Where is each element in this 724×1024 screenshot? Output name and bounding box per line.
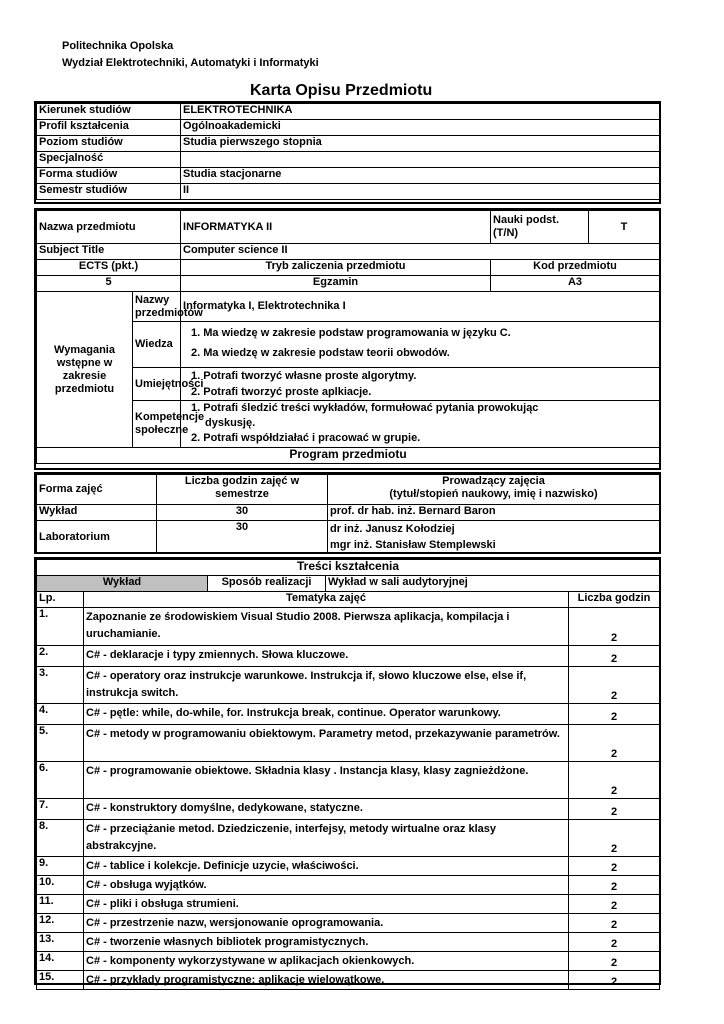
content-title: Treści kształcenia bbox=[37, 560, 660, 576]
study-value bbox=[181, 152, 660, 168]
program-title: Program przedmiotu bbox=[37, 448, 660, 464]
topic-hours: 2 bbox=[569, 857, 660, 876]
topic-lp: 13. bbox=[37, 933, 84, 952]
topic-lp: 15. bbox=[37, 971, 84, 990]
topic-hours: 2 bbox=[569, 914, 660, 933]
knowledge-item: 2. Ma wiedzę w zakresie podstaw teorii obwodów. bbox=[191, 347, 450, 359]
topic-lp: 8. bbox=[37, 820, 84, 857]
topic-hours: 2 bbox=[569, 971, 660, 990]
subject-table bbox=[36, 210, 660, 464]
topic-lp: 4. bbox=[37, 704, 84, 725]
study-label: Forma studiów bbox=[37, 168, 181, 184]
form-cell: Laboratorium bbox=[37, 521, 157, 554]
faculty-name: Wydział Elektrotechniki, Automatyki i Informatyki bbox=[62, 57, 319, 69]
topic-row bbox=[37, 820, 660, 857]
topic-row bbox=[37, 646, 660, 667]
basic-science-label: Nauki podst. (T/N) bbox=[491, 211, 589, 244]
hours-header: Liczba godzin zajęć w semestrze bbox=[157, 475, 328, 505]
teachers-header bbox=[328, 475, 660, 505]
topic-hours: 2 bbox=[569, 646, 660, 667]
topic-row bbox=[37, 608, 660, 646]
courses-value: Informatyka I, Elektrotechnika I bbox=[181, 292, 660, 322]
topic-lp: 9. bbox=[37, 857, 84, 876]
competence-item: 1. Potrafi śledzić treści wykładów, formułować pytania prowokując bbox=[191, 402, 539, 414]
topic-lp: 6. bbox=[37, 762, 84, 799]
ects-value: 5 bbox=[37, 276, 181, 292]
study-value: II bbox=[181, 184, 660, 200]
method-label: Sposób realizacji bbox=[208, 576, 326, 592]
study-row bbox=[37, 184, 660, 200]
competence-item: 2. Potrafi współdziałać i pracować w grupie. bbox=[191, 432, 421, 444]
topic-lp: 3. bbox=[37, 667, 84, 704]
content-table bbox=[36, 559, 660, 990]
subject-title-value: Computer science II bbox=[181, 244, 660, 260]
topic-text: C# - obsługa wyjątków. bbox=[84, 876, 569, 895]
topic-hours: 2 bbox=[569, 725, 660, 762]
skills-list bbox=[181, 368, 660, 401]
topic-hours: 2 bbox=[569, 762, 660, 799]
topic-row bbox=[37, 799, 660, 820]
teacher-cell: prof. dr hab. inż. Bernard Baron bbox=[328, 505, 660, 521]
hours-cell: 30 bbox=[157, 505, 328, 521]
mode-value: Egzamin bbox=[181, 276, 491, 292]
topic-text: Zapoznanie ze środowiskiem Visual Studio 2008. Pierwsza aplikacja, kompilacja i uruchamianie. bbox=[84, 608, 569, 646]
topic-text: C# - konstruktory domyślne, dedykowane, statyczne. bbox=[84, 799, 569, 820]
topic-row bbox=[37, 933, 660, 952]
basic-science-value: T bbox=[589, 211, 660, 244]
topic-lp: 10. bbox=[37, 876, 84, 895]
topic-lp: 1. bbox=[37, 608, 84, 646]
form-header: Forma zajęć bbox=[37, 475, 157, 505]
lp-header: Lp. bbox=[37, 592, 84, 608]
method-value: Wykład w sali audytoryjnej bbox=[326, 576, 660, 592]
study-row bbox=[37, 136, 660, 152]
topic-hours: 2 bbox=[569, 608, 660, 646]
teacher-cell bbox=[328, 521, 660, 554]
subject-name-label: Nazwa przedmiotu bbox=[37, 211, 181, 244]
topic-text: C# - przestrzenie nazw, wersjonowanie oprogramowania. bbox=[84, 914, 569, 933]
topic-text: C# - deklaracje i typy zmiennych. Słowa kluczowe. bbox=[84, 646, 569, 667]
page-title: Karta Opisu Przedmiotu bbox=[250, 82, 433, 99]
study-value: Studia stacjonarne bbox=[181, 168, 660, 184]
topic-text: C# - pliki i obsługa strumieni. bbox=[84, 895, 569, 914]
study-label: Kierunek studiów bbox=[37, 104, 181, 120]
topic-text: C# - pętle: while, do-while, for. Instrukcja break, continue. Operator warunkowy. bbox=[84, 704, 569, 725]
topic-text: C# - komponenty wykorzystywane w aplikacjach okienkowych. bbox=[84, 952, 569, 971]
study-label: Specjalność bbox=[37, 152, 181, 168]
content-type: Wykład bbox=[37, 576, 208, 592]
topic-text: C# - operatory oraz instrukcje warunkowe. Instrukcja if, słowo kluczowe else, else if, instrukcja switch. bbox=[84, 667, 569, 704]
topic-row bbox=[37, 704, 660, 725]
university-name: Politechnika Opolska bbox=[62, 40, 174, 52]
study-label: Poziom studiów bbox=[37, 136, 181, 152]
competence-item: dyskusję. bbox=[205, 417, 256, 429]
study-row bbox=[37, 168, 660, 184]
code-label: Kod przedmiotu bbox=[491, 260, 660, 276]
topic-hours: 2 bbox=[569, 704, 660, 725]
teachers-header-sub: (tytuł/stopień naukowy, imię i nazwisko) bbox=[389, 488, 598, 500]
topic-hours: 2 bbox=[569, 667, 660, 704]
competence-list bbox=[181, 401, 660, 448]
topic-lp: 2. bbox=[37, 646, 84, 667]
topic-text: C# - programowanie obiektowe. Składnia klasy . Instancja klasy, klasy zagnieżdżone. bbox=[84, 762, 569, 799]
topic-text: C# - tablice i kolekcje. Definicje uzycie, właściwości. bbox=[84, 857, 569, 876]
ects-label: ECTS (pkt.) bbox=[37, 260, 181, 276]
teachers-header-title: Prowadzący zajęcia bbox=[442, 475, 545, 487]
topic-row bbox=[37, 876, 660, 895]
requirements-label: Wymagania wstępne w zakresie przedmiotu bbox=[37, 292, 133, 448]
hours-col-header: Liczba godzin bbox=[569, 592, 660, 608]
skills-label: Umiejętności bbox=[133, 368, 181, 401]
program-table bbox=[36, 474, 660, 554]
form-cell: Wykład bbox=[37, 505, 157, 521]
topic-hours: 2 bbox=[569, 933, 660, 952]
topic-row bbox=[37, 762, 660, 799]
topic-row bbox=[37, 971, 660, 990]
topic-row bbox=[37, 914, 660, 933]
study-info-table bbox=[36, 103, 660, 200]
competence-label: Kompetencje społeczne bbox=[133, 401, 181, 448]
topic-lp: 11. bbox=[37, 895, 84, 914]
topic-hours: 2 bbox=[569, 876, 660, 895]
knowledge-label: Wiedza bbox=[133, 322, 181, 368]
topic-row bbox=[37, 857, 660, 876]
topic-lp: 5. bbox=[37, 725, 84, 762]
study-value: Ogólnoakademicki bbox=[181, 120, 660, 136]
topic-row bbox=[37, 895, 660, 914]
topic-lp: 12. bbox=[37, 914, 84, 933]
hours-cell: 30 bbox=[157, 521, 328, 554]
subject-title-label: Subject Title bbox=[37, 244, 181, 260]
topic-text: C# - tworzenie własnych bibliotek programistycznych. bbox=[84, 933, 569, 952]
study-row bbox=[37, 104, 660, 120]
code-value: A3 bbox=[491, 276, 660, 292]
mode-label: Tryb zaliczenia przedmiotu bbox=[181, 260, 491, 276]
study-label: Profil kształcenia bbox=[37, 120, 181, 136]
skills-item: 2. Potrafi tworzyć proste aplkiacje. bbox=[191, 386, 372, 398]
topic-row bbox=[37, 725, 660, 762]
study-value: ELEKTROTECHNIKA bbox=[181, 104, 660, 120]
teacher-name: dr inż. Janusz Kołodziej bbox=[330, 523, 455, 535]
study-label: Semestr studiów bbox=[37, 184, 181, 200]
topic-header: Tematyka zajęć bbox=[84, 592, 569, 608]
study-row bbox=[37, 120, 660, 136]
topic-hours: 2 bbox=[569, 952, 660, 971]
topic-row bbox=[37, 952, 660, 971]
knowledge-list bbox=[181, 322, 660, 368]
topic-row bbox=[37, 667, 660, 704]
teacher-name: mgr inż. Stanisław Stemplewski bbox=[330, 539, 496, 551]
knowledge-item: 1. Ma wiedzę w zakresie podstaw programowania w języku C. bbox=[191, 327, 511, 339]
topic-lp: 7. bbox=[37, 799, 84, 820]
courses-label: Nazwy przedmiotów bbox=[133, 292, 181, 322]
topic-text: C# - przeciążanie metod. Dziedziczenie, interfejsy, metody wirtualne oraz klasy abstrakcyjne. bbox=[84, 820, 569, 857]
topic-lp: 14. bbox=[37, 952, 84, 971]
subject-name-value: INFORMATYKA II bbox=[181, 211, 491, 244]
skills-item: 1. Potrafi tworzyć własne proste algorytmy. bbox=[191, 370, 417, 382]
topic-hours: 2 bbox=[569, 895, 660, 914]
topic-hours: 2 bbox=[569, 820, 660, 857]
topic-text: C# - przykłady programistyczne: aplikacje wielowątkowe. bbox=[84, 971, 569, 990]
study-value: Studia pierwszego stopnia bbox=[181, 136, 660, 152]
topic-hours: 2 bbox=[569, 799, 660, 820]
study-row bbox=[37, 152, 660, 168]
topic-text: C# - metody w programowaniu obiektowym. Parametry metod, przekazywanie parametrów. bbox=[84, 725, 569, 762]
